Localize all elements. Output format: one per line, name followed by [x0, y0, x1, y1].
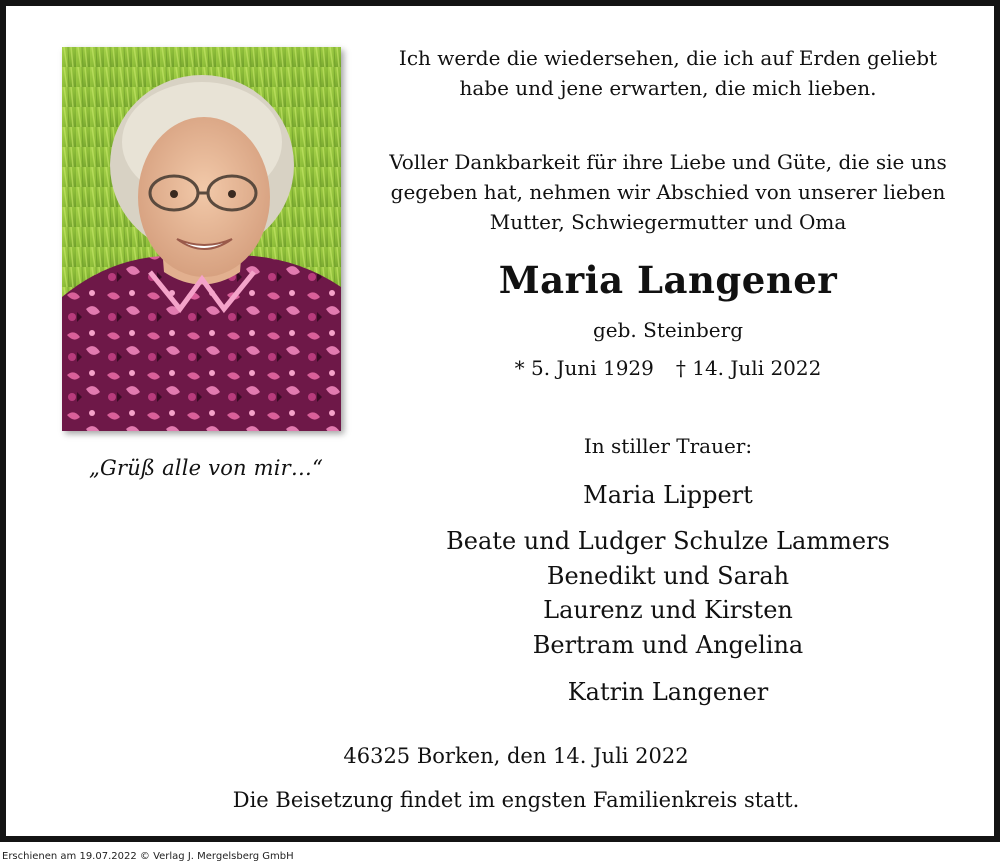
maiden-name: geb. Steinberg — [592, 318, 743, 342]
dedication-text — [358, 147, 978, 237]
dedication-line: gegeben hat, nehmen wir Abschied von unserer lieben — [390, 180, 946, 204]
birth-date: * 5. Juni 1929 — [514, 356, 654, 380]
mourner-name: Beate und Ludger Schulze Lammers — [446, 527, 890, 555]
motto-line: Ich werde die wiedersehen, die ich auf Erden geliebt — [398, 46, 938, 70]
motto-line: habe und jene erwarten, die mich lieben. — [459, 76, 877, 100]
deceased-name: Maria Langener — [498, 258, 838, 302]
mourner-name: Benedikt und Sarah — [546, 562, 790, 590]
photo-caption: „Grüß alle von mir…“ — [88, 456, 324, 480]
publication-footer: Erschienen am 19.07.2022 © Verlag J. Mergelsberg GmbH — [2, 851, 294, 862]
burial-note: Die Beisetzung findet im engsten Familienkreis statt. — [232, 788, 800, 812]
motto-verse — [358, 43, 978, 103]
portrait-photo — [62, 47, 341, 431]
mourner-name: Laurenz und Kirsten — [543, 596, 793, 624]
mourner-name: Katrin Langener — [567, 678, 769, 706]
dedication-line: Mutter, Schwiegermutter und Oma — [489, 210, 847, 234]
place-and-date: 46325 Borken, den 14. Juli 2022 — [343, 744, 689, 768]
mourner-name: Maria Lippert — [583, 481, 753, 509]
mourner-name: Bertram und Angelina — [532, 631, 804, 659]
mourning-intro: In stiller Trauer: — [583, 434, 753, 458]
life-dates — [358, 356, 978, 380]
death-date: † 14. Juli 2022 — [675, 356, 822, 380]
dedication-line: Voller Dankbarkeit für ihre Liebe und Güte, die sie uns — [389, 150, 947, 174]
